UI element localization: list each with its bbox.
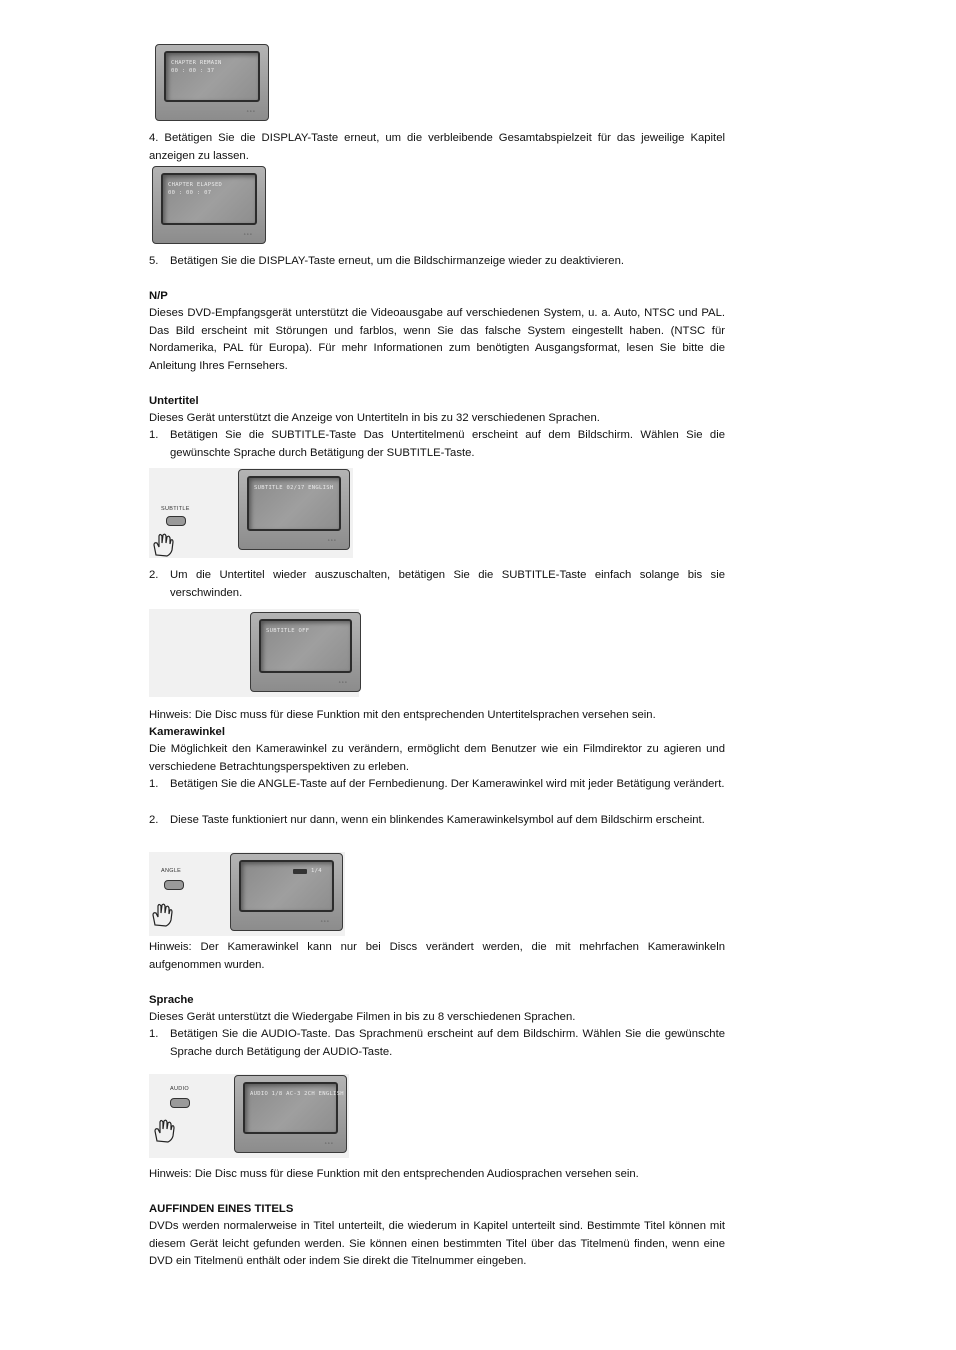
tv-body	[238, 469, 350, 550]
tv-osd-text: CHAPTER ELAPSED 00 : 00 : 07	[168, 182, 223, 196]
np-paragraph: Dieses DVD-Empfangsgerät unterstützt die Videoausgabe auf verschiedenen System, u. a. Auto, NTSC und PAL. Das Bild erscheint mit Störungen und farblos, wenn Sie das falsche System eingestellt haben. (NTSC für Nordamerika, PAL für Europa). Für mehr Informationen zum benötigten Ausgangsformat, lesen Sie bitte die Anleitung Ihres Fernsehers.	[149, 307, 725, 372]
list-number: 5.	[149, 255, 159, 267]
sprache-intro: Dieses Gerät unterstützt die Wiedergabe Filmen in bis zu 8 verschiedenen Sprachen.	[149, 1011, 576, 1023]
tv-osd-text: SUBTITLE OFF	[266, 628, 310, 634]
tv-knobs-icon: ◦◦◦	[246, 109, 256, 115]
tv-osd-text: 1/4	[311, 868, 322, 874]
tv-body	[230, 853, 343, 931]
list-text: Betätigen Sie die DISPLAY-Taste erneut, um die Bildschirmanzeige wieder zu deaktivieren.	[170, 255, 625, 267]
sprache-note: Hinweis: Die Disc muss für diese Funktion mit den entsprechenden Audiosprachen versehen sein.	[149, 1168, 639, 1180]
tv-knobs-icon: ◦◦◦	[320, 919, 330, 925]
tv-screen	[164, 51, 260, 102]
list-text: Betätigen Sie die ANGLE-Taste auf der Fernbedienung. Der Kamerawinkel wird mit jeder Betätigung verändert.	[170, 778, 725, 790]
kamerawinkel-heading: Kamerawinkel	[149, 726, 225, 738]
hand-pointer-icon	[152, 1116, 180, 1144]
tv-screen	[259, 619, 352, 673]
kamerawinkel-step-2	[149, 812, 725, 830]
subtitle-remote-label: SUBTITLE	[161, 506, 190, 512]
tv-knobs-icon: ◦◦◦	[327, 538, 337, 544]
hand-pointer-icon	[150, 900, 178, 928]
untertitel-intro: Dieses Gerät unterstützt die Anzeige von Untertiteln in bis zu 32 verschiedenen Sprachen.	[149, 412, 600, 424]
tv-illustration-5	[230, 853, 343, 931]
audio-remote-label: AUDIO	[170, 1086, 189, 1092]
tv-knobs-icon: ◦◦◦	[324, 1141, 334, 1147]
list-text: Betätigen Sie die AUDIO-Taste. Das Sprachmenü erscheint auf dem Bildschirm. Wählen Sie die gewünschte Sprache durch Betätigung der AUDIO-Taste.	[170, 1028, 725, 1058]
untertitel-heading: Untertitel	[149, 395, 199, 407]
tv-illustration-6	[234, 1075, 347, 1153]
list-number: 1.	[149, 778, 159, 790]
sprache-step-1	[149, 1026, 725, 1061]
kamerawinkel-note: Hinweis: Der Kamerawinkel kann nur bei Discs verändert werden, die mit mehrfachen Kamerawinkeln aufgenommen wurden.	[149, 941, 725, 971]
tv-body	[250, 612, 361, 692]
audio-remote-button	[170, 1098, 190, 1108]
tv-illustration-4	[250, 612, 361, 692]
tv-osd-text: CHAPTER REMAIN 00 : 00 : 37	[171, 60, 222, 74]
step-4-paragraph: 4. Betätigen Sie die DISPLAY-Taste erneut, um die verbleibende Gesamtabspielzeit für das jeweilige Kapitel anzeigen zu lassen.	[149, 132, 725, 162]
tv-knobs-icon: ◦◦◦	[243, 232, 253, 238]
np-heading: N/P	[149, 290, 168, 302]
angle-remote-label: ANGLE	[161, 868, 182, 874]
auffinden-heading: AUFFINDEN EINES TITELS	[149, 1203, 294, 1215]
list-text: Betätigen Sie die SUBTITLE-Taste Das Untertitelmenü erscheint auf dem Bildschirm. Wählen Sie die gewünschte Sprache durch Betätigung der SUBTITLE-Taste.	[170, 429, 725, 459]
kamerawinkel-intro: Die Möglichkeit den Kamerawinkel zu verändern, ermöglicht dem Benutzer wie ein Filmdirektor zu agieren und verschiedene Betrachtungsperspektiven zu erleben.	[149, 743, 725, 773]
untertitel-note: Hinweis: Die Disc muss für diese Funktion mit den entsprechenden Untertitelsprachen versehen sein.	[149, 709, 656, 721]
step-5-item	[149, 253, 725, 271]
tv-screen	[243, 1082, 344, 1134]
tv-body	[152, 166, 266, 244]
tv-illustration-1	[155, 44, 269, 121]
list-text: Um die Untertitel wieder auszuschalten, betätigen Sie die SUBTITLE-Taste einfach solange bis sie verschwinden.	[170, 569, 725, 599]
list-text: Diese Taste funktioniert nur dann, wenn ein blinkendes Kamerawinkelsymbol auf dem Bildschirm erscheint.	[170, 814, 705, 826]
untertitel-step-1	[149, 427, 725, 462]
auffinden-paragraph: DVDs werden normalerweise in Titel unterteilt, die wiederum in Kapitel unterteilt sind. Bestimmte Titel können mit diesem Gerät leicht gefunden werden. Sie können einen bestimmten Titel über das Titelmenü finden, wenn eine DVD ein Titelmenü enthält oder indem Sie direkt die Titelnummer eingeben.	[149, 1220, 725, 1267]
tv-knobs-icon: ◦◦◦	[338, 680, 348, 686]
tv-osd-text: AUDIO 1/8 AC-3 2CH ENGLISH	[250, 1091, 344, 1097]
angle-remote-button	[164, 880, 184, 890]
tv-illustration-3	[238, 469, 350, 550]
tv-osd-text: SUBTITLE 02/17 ENGLISH	[254, 485, 334, 491]
hand-pointer-icon	[151, 530, 179, 558]
untertitel-step-2	[149, 567, 725, 602]
list-number: 2.	[149, 569, 159, 581]
list-number: 1.	[149, 1028, 159, 1040]
tv-body	[234, 1075, 347, 1153]
tv-screen	[161, 173, 257, 225]
camera-angle-icon	[293, 869, 307, 874]
tv-illustration-2	[152, 166, 266, 244]
list-number: 2.	[149, 814, 159, 826]
subtitle-remote-button	[166, 516, 186, 526]
tv-body	[155, 44, 269, 121]
list-number: 1.	[149, 429, 159, 441]
tv-screen	[239, 860, 334, 912]
sprache-heading: Sprache	[149, 994, 194, 1006]
tv-screen	[247, 476, 341, 531]
kamerawinkel-step-1	[149, 776, 725, 794]
